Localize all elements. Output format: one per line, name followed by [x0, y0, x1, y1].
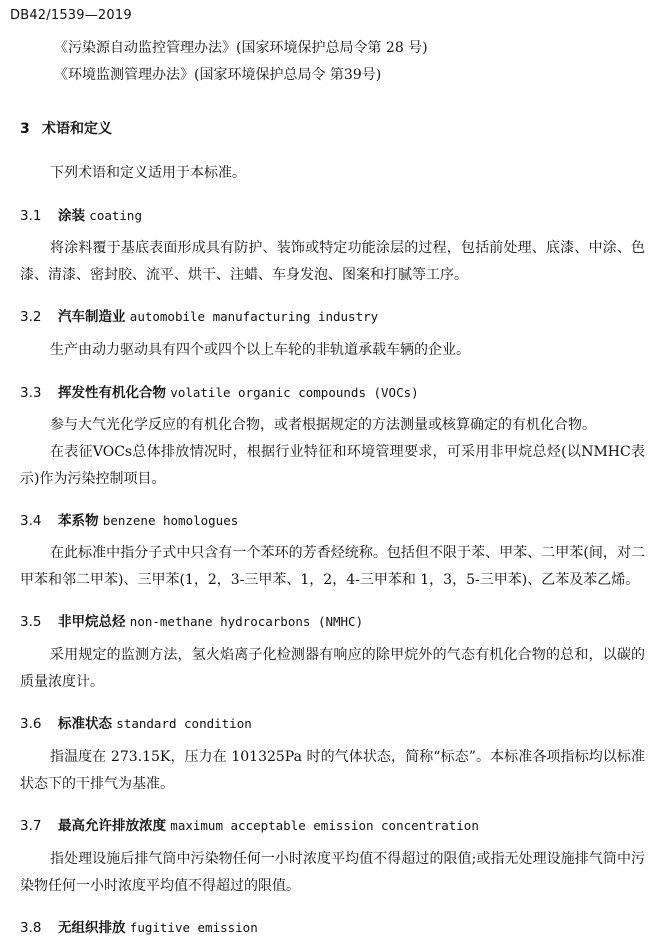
term-heading	[20, 610, 363, 630]
term-heading	[20, 381, 419, 401]
term-paragraph: 在此标准中指分子式中只含有一个苯环的芳香烃统称。包括但不限于苯、甲苯、二甲苯(间，对二甲苯和邻二甲苯)、三甲苯(1，2，3-三甲苯、1，2，4-三甲苯和 1，3，5-三甲苯)、乙苯及苯乙烯。	[20, 545, 645, 588]
term-heading	[20, 814, 479, 834]
section-title: 术语和定义	[42, 121, 112, 137]
term-en: maximum acceptable emission concentration	[170, 818, 479, 833]
term-en: coating	[89, 208, 142, 223]
term-heading	[20, 712, 252, 732]
term-paragraph: 采用规定的监测方法，氢火焰离子化检测器有响应的除甲烷外的气态有机化合物的总和，以碳的质量浓度计。	[20, 647, 645, 690]
term-cn: 非甲烷总烃	[58, 614, 126, 630]
section-number: 3	[20, 121, 30, 137]
reference-item: 《环境监测管理办法》(国家环境保护总局令 第39号)	[54, 67, 382, 83]
term-paragraph: 参与大气光化学反应的有机化合物，或者根据规定的方法测量或核算确定的有机化合物。	[50, 417, 596, 433]
term-number: 3.1	[20, 208, 42, 224]
term-cn: 涂装	[58, 208, 85, 224]
term-en: standard condition	[116, 716, 252, 731]
term-en: automobile manufacturing industry	[129, 309, 379, 324]
term-cn: 无组织排放	[58, 920, 126, 936]
term-cn: 标准状态	[58, 716, 112, 732]
term-en: fugitive emission	[129, 920, 258, 935]
term-heading	[20, 204, 142, 224]
term-cn: 汽车制造业	[58, 309, 126, 325]
term-en: volatile organic compounds (VOCs)	[170, 385, 419, 400]
term-number: 3.4	[20, 513, 42, 529]
term-number: 3.8	[20, 920, 42, 936]
term-paragraph: 将涂料覆于基底表面形成具有防护、装饰或特定功能涂层的过程，包括前处理、底漆、中涂、色漆、清漆、密封胶、流平、烘干、注蜡、车身发泡、图案和打腻等工序。	[20, 240, 645, 283]
reference-item: 《污染源自动监控管理办法》(国家环境保护总局令第 28 号)	[54, 40, 428, 56]
standard-code: DB42/1539—2019	[10, 8, 132, 23]
term-number: 3.6	[20, 716, 42, 732]
term-cn: 挥发性有机化合物	[58, 385, 166, 401]
term-heading	[20, 305, 378, 325]
term-number: 3.2	[20, 309, 42, 325]
section-intro: 下列术语和定义适用于本标准。	[50, 165, 246, 181]
term-heading	[20, 509, 238, 529]
term-paragraph: 在表征VOCs总体排放情况时，根据行业特征和环境管理要求，可采用非甲烷总烃(以NMHC表示)作为污染控制项目。	[20, 444, 645, 487]
term-en: benzene homologues	[102, 513, 239, 528]
term-number: 3.7	[20, 818, 42, 834]
term-cn: 苯系物	[58, 513, 99, 529]
term-paragraph: 指处理设施后排气筒中污染物任何一小时浓度平均值不得超过的限值;或指无处理设施排气筒中污染物任何一小时浓度平均值不得超过的限值。	[20, 851, 645, 894]
term-cn: 最高允许排放浓度	[58, 818, 166, 834]
term-number: 3.5	[20, 614, 42, 630]
term-paragraph: 生产由动力驱动具有四个或四个以上车轮的非轨道承载车辆的企业。	[50, 342, 470, 358]
term-heading	[20, 916, 258, 936]
term-paragraph: 指温度在 273.15K，压力在 101325Pa 时的气体状态，简称“标态”。本标准各项指标均以标准状态下的干排气为基准。	[20, 749, 645, 792]
section-heading	[20, 118, 112, 138]
term-en: non-methane hydrocarbons (NMHC)	[129, 614, 364, 629]
term-number: 3.3	[20, 385, 42, 401]
